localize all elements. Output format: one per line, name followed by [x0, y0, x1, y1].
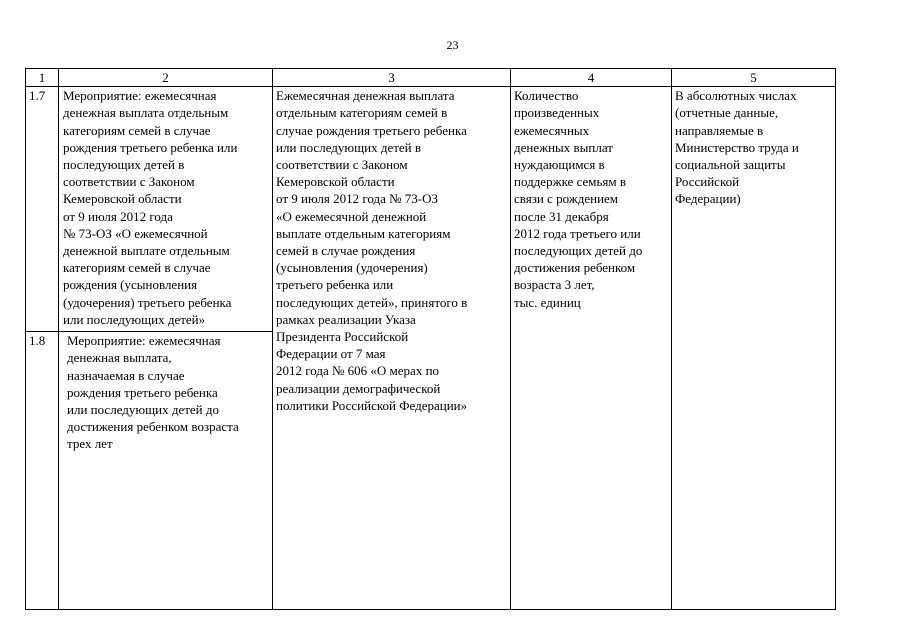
- header-col-1: 1: [26, 69, 59, 87]
- header-col-3: 3: [273, 69, 511, 87]
- measure-cell: [59, 332, 273, 610]
- row-number: 1.7: [26, 87, 59, 332]
- measure-text: Мероприятие: ежемесячная денежная выплата отдельным категориям семей в случае рождения третьего ребенка или последующих детей в соответствии с Законом Кемеровской области от 9 июля 2012 года № 73-ОЗ «О ежемесячной денежной выплате отдельным категориям семей в случае рождения (усыновления (удочерения) третьего ребенка или последующих детей»: [63, 88, 238, 327]
- table-row: [26, 87, 836, 332]
- indicator-table: [25, 68, 836, 610]
- header-row: [26, 69, 836, 87]
- header-col-4: 4: [511, 69, 672, 87]
- row-number: 1.8: [26, 332, 59, 610]
- page-number: 23: [446, 38, 459, 52]
- indicator-text: Количество произведенных ежемесячных денежных выплат нуждающимся в поддержке семьям в связи с рождением после 31 декабря 2012 года третьего или последующих детей до достижения ребенком возраста 3 лет, тыс. единиц: [514, 88, 643, 310]
- measure-cell: [59, 87, 273, 332]
- header-col-2: 2: [59, 69, 273, 87]
- data-source-cell: [672, 87, 836, 610]
- header-col-5: 5: [672, 69, 836, 87]
- description-text: Ежемесячная денежная выплата отдельным категориям семей в случае рождения третьего ребенка или последующих детей в соответствии с Законом Кемеровской области от 9 июля 2012 года № 73-ОЗ «О ежемесячной денежной выплате отдельным категориям семей в случае рождения (усыновления (удочерения) третьего ребенка или последующих детей», принятого в рамках реализации Указа Президента Российской Федерации от 7 мая 2012 года № 606 «О мерах по реализации демографической политики Российской Федерации»: [276, 88, 468, 413]
- data-source-text: В абсолютных числах (отчетные данные, направляемые в Министерство труда и социальной защиты Российской Федерации): [675, 88, 799, 207]
- description-cell: [273, 87, 511, 610]
- measure-text: Мероприятие: ежемесячная денежная выплата, назначаемая в случае рождения третьего ребенка или последующих детей до достижения ребенком возраста трех лет: [67, 333, 239, 452]
- indicator-cell: [511, 87, 672, 610]
